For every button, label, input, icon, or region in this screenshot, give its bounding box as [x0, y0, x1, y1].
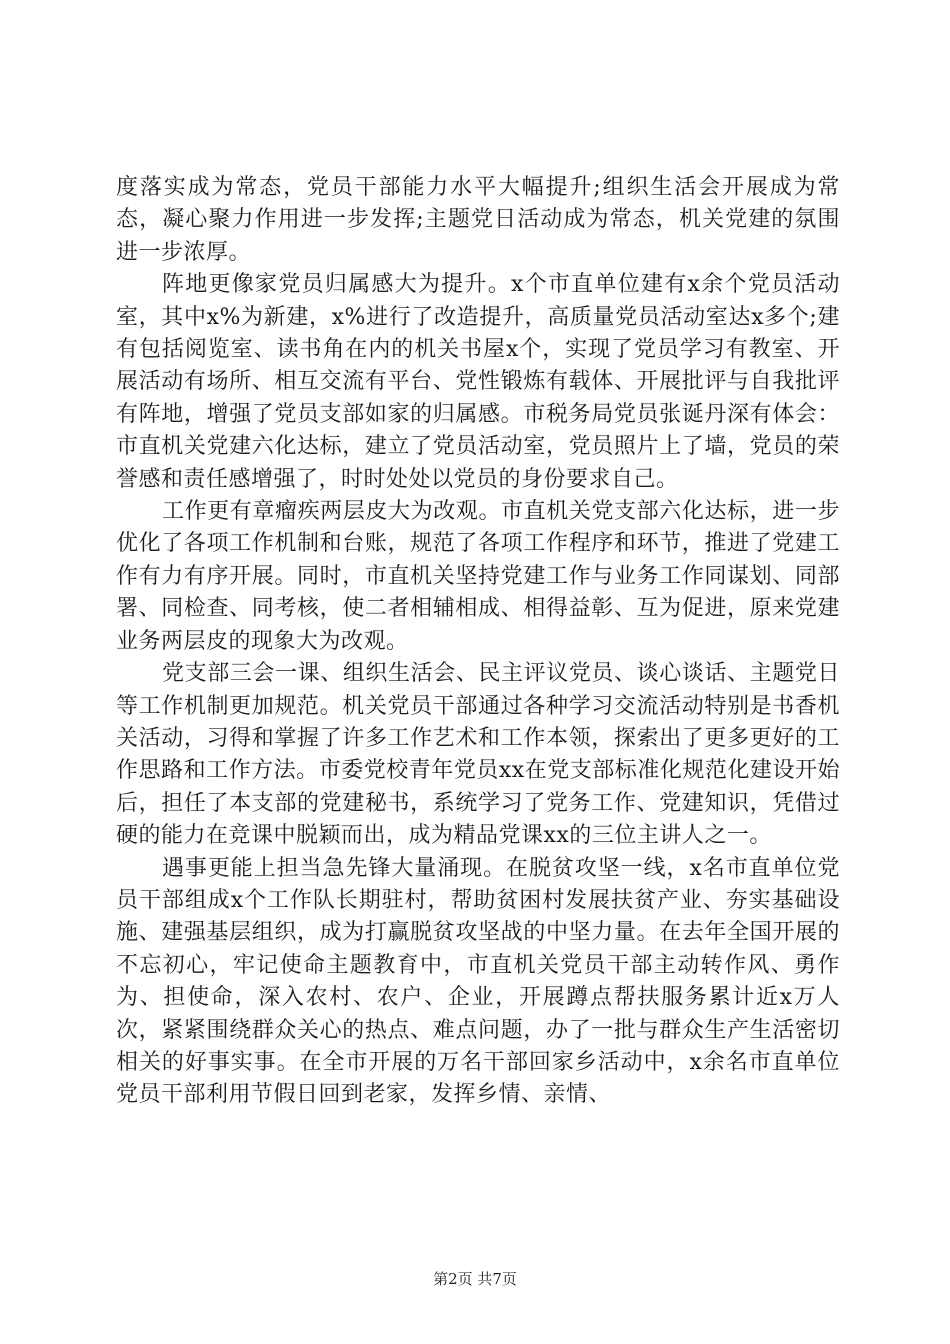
- paragraph-continued: 度落实成为常态，党员干部能力水平大幅提升;组织生活会开展成为常态，凝心聚力作用进一步发挥;主题党日活动成为常态，机关党建的氛围进一步浓厚。: [116, 175, 840, 265]
- page-number-footer: 第2页 共7页: [433, 1270, 517, 1288]
- paragraph-activity-rooms: 阵地更像家党员归属感大为提升。x个市直单位建有x余个党员活动室，其中x%为新建，x%进行了改造提升，高质量党员活动室达x多个;建有包括阅览室、读书角在内的机关书屋x个，实现了党员学习有教室、开展活动有场所、相互交流有平台、党性锻炼有载体、开展批评与自我批评有阵地，增强了党员支部如家的归属感。市税务局党员张诞丹深有体会：市直机关党建六化达标，建立了党员活动室，党员照片上了墙，党员的荣誉感和责任感增强了，时时处处以党员的身份要求自己。: [116, 272, 840, 492]
- paragraph-vanguard: 遇事更能上担当急先锋大量涌现。在脱贫攻坚一线，x名市直单位党员干部组成x个工作队长期驻村，帮助贫困村发展扶贫产业、夯实基础设施、建强基层组织，成为打赢脱贫攻坚战的中坚力量。在去年全国开展的不忘初心，牢记使命主题教育中，市直机关党员干部主动转作风、勇作为、担使命，深入农村、农户、企业，开展蹲点帮扶服务累计近x万人次，紧紧围绕群众关心的热点、难点问题，办了一批与群众生产生活密切相关的好事实事。在全市开展的万名干部回家乡活动中，x余名市直单位党员干部利用节假日回到老家，发挥乡情、亲情、: [116, 855, 840, 1108]
- paragraph-work-mechanisms: 党支部三会一课、组织生活会、民主评议党员、谈心谈话、主题党日等工作机制更加规范。机关党员干部通过各种学习交流活动特别是书香机关活动，习得和掌握了许多工作艺术和工作本领，探索出了更多更好的工作思路和工作方法。市委党校青年党员xx在党支部标准化规范化建设开始后，担任了本支部的党建秘书，系统学习了党务工作、党建知识，凭借过硬的能力在竞课中脱颖而出，成为精品党课xx的三位主讲人之一。: [116, 661, 840, 849]
- paragraph-work-standards: 工作更有章瘤疾两层皮大为改观。市直机关党支部六化达标，进一步优化了各项工作机制和台账，规范了各项工作程序和环节，推进了党建工作有力有序开展。同时，市直机关坚持党建工作与业务工作同谋划、同部署、同检查、同考核，使二者相辅相成、相得益彰、互为促进，原来党建业务两层皮的现象大为改观。: [116, 499, 840, 654]
- document-body: [116, 172, 840, 1112]
